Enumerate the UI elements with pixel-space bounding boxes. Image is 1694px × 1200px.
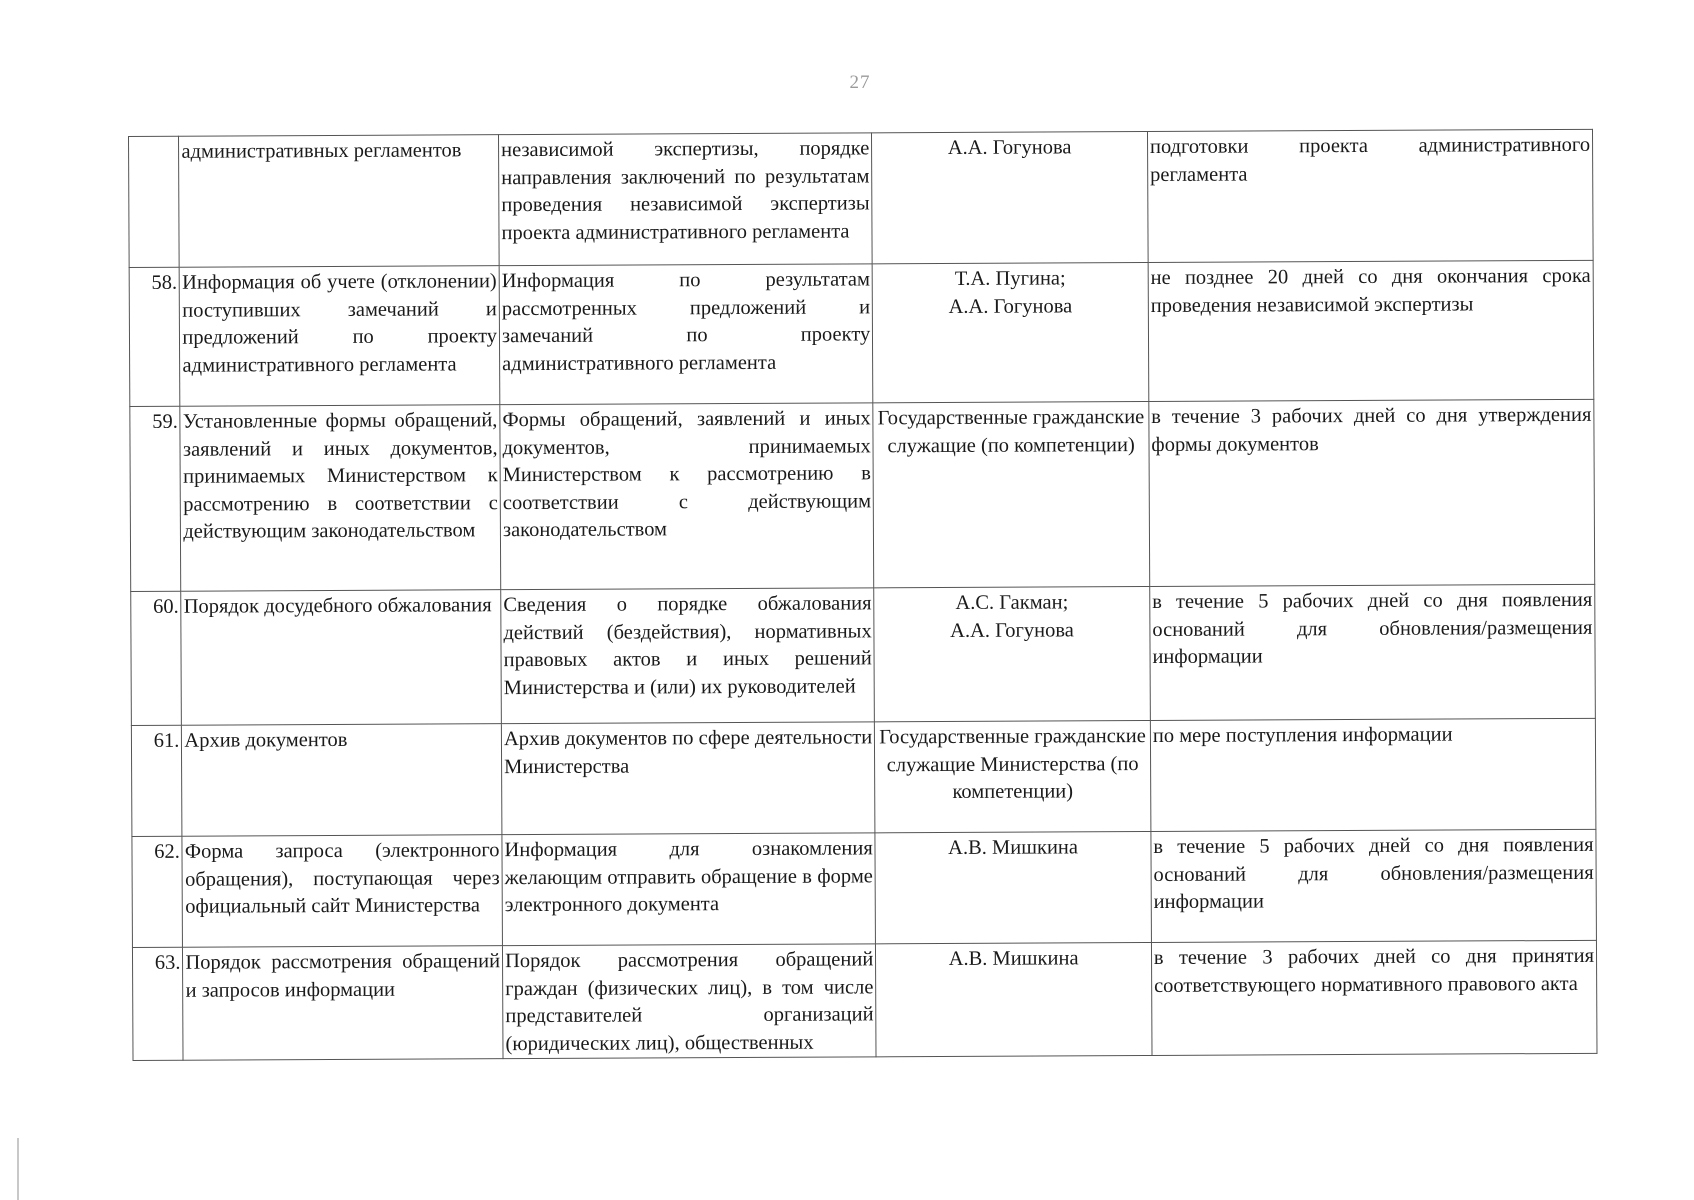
info-name-cell: Установленные формы обращений, заявлений и иных документов, принимаемых Министерством к рассмотрению в соответствии с действующим законодательством (180, 405, 501, 592)
row-number: 63. (132, 947, 183, 1060)
table-row (132, 829, 1597, 947)
document-sheet (128, 129, 1598, 1061)
deadline-cell: по мере поступления информации (1150, 718, 1596, 831)
info-content-cell: Архив документов по сфере деятельности Министерства (501, 722, 875, 835)
scan-margin-line (17, 1138, 19, 1200)
table-row (131, 584, 1596, 725)
table-row (130, 399, 1595, 591)
row-number: 58. (129, 267, 180, 406)
deadline-cell: в течение 3 рабочих дней со дня принятия соответствующего нормативного правового акта (1151, 940, 1597, 1055)
info-name-cell: Форма запроса (электронного обращения), поступающая через официальный сайт Министерства (182, 835, 502, 948)
info-name-cell: Архив документов (182, 724, 502, 837)
deadline-cell: не позднее 20 дней со дня окончания срока проведения независимой экспертизы (1148, 260, 1594, 401)
deadline-cell: подготовки проекта административного регламента (1147, 129, 1593, 262)
table-row (129, 129, 1594, 267)
info-name-cell: административных регламентов (179, 135, 499, 268)
info-content-cell: Информация для ознакомления желающим отправить обращение в форме электронного документа (502, 833, 876, 946)
deadline-cell: в течение 5 рабочих дней со дня появления оснований для обновления/размещения информации (1150, 584, 1596, 720)
responsible-cell: А.В. Мишкина (875, 832, 1151, 944)
info-content-cell: независимой экспертизы, порядке направления заключений по результатам проведения независимой экспертизы проекта административного регламента (499, 133, 873, 266)
row-number: 62. (132, 836, 183, 947)
responsible-cell: Государственные гражданские служащие Министерства (по компетенции) (875, 721, 1151, 833)
row-number: 60. (131, 591, 182, 725)
table-row (132, 940, 1597, 1060)
info-content-cell: Формы обращений, заявлений и иных документов, принимаемых Министерством к рассмотрению в соответствии с действующим законодательством (500, 403, 874, 590)
responsible-cell: Т.А. Пугина; А.А. Гогунова (872, 263, 1148, 403)
info-content-cell: Сведения о порядке обжалования действий (бездействия), нормативных правовых актов и иных решений Министерства и (или) их руководителей (501, 588, 875, 724)
info-content-cell: Информация по результатам рассмотренных предложений и замечаний по проекту административного регламента (499, 264, 873, 405)
page-number: 27 (849, 72, 871, 93)
info-name-cell: Информация об учете (отклонении) поступивших замечаний и предложений по проекту административного регламента (180, 266, 500, 407)
deadline-cell: в течение 5 рабочих дней со дня появления оснований для обновления/размещения информации (1151, 829, 1597, 942)
responsible-cell: А.В. Мишкина (876, 943, 1152, 1057)
publication-table (128, 129, 1598, 1061)
responsible-cell: А.А. Гогунова (872, 132, 1148, 264)
info-content-cell: Порядок рассмотрения обращений граждан (физических лиц), в том числе представителей организаций (юридических лиц), общественных (502, 944, 876, 1059)
info-name-cell: Порядок досудебного обжалования (181, 590, 501, 726)
deadline-cell: в течение 3 рабочих дней со дня утверждения формы документов (1149, 399, 1595, 586)
info-name-cell: Порядок рассмотрения обращений и запросов информации (183, 946, 503, 1061)
responsible-cell: А.С. Гакман; А.А. Гогунова (874, 587, 1150, 722)
responsible-cell: Государственные гражданские служащие (по компетенции) (873, 402, 1150, 588)
table-row (131, 718, 1596, 836)
row-number: 61. (131, 725, 182, 836)
row-number (129, 136, 180, 267)
row-number: 59. (130, 406, 181, 591)
table-row (129, 260, 1594, 406)
